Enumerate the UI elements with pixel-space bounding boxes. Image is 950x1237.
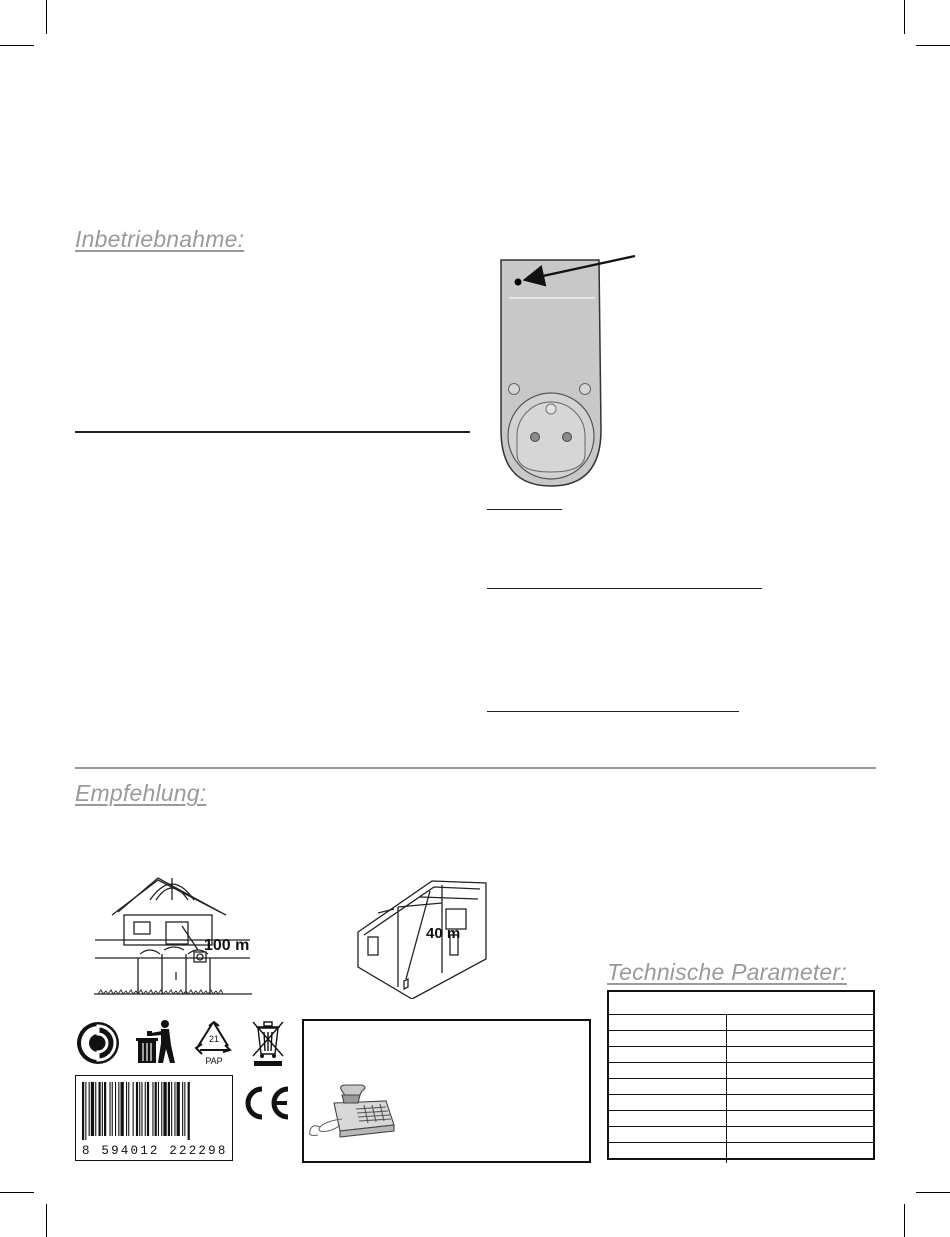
- crop-mark: [904, 1204, 905, 1237]
- table-row: [609, 1031, 873, 1047]
- technical-parameters-table: [607, 990, 875, 1160]
- recycling-label: PAP: [205, 1056, 223, 1066]
- telephone-icon: [306, 1081, 396, 1141]
- crop-mark: [916, 45, 950, 46]
- barcode-bar: [141, 1082, 142, 1136]
- ce-mark-icon: [242, 1085, 292, 1121]
- technical-parameters-heading: Technische Parameter:: [607, 959, 847, 985]
- barcode-bar: [174, 1082, 175, 1136]
- barcode-bar: [145, 1082, 146, 1136]
- barcode-bar: [89, 1082, 90, 1136]
- table-row: [609, 1143, 873, 1163]
- barcode-bar: [177, 1082, 180, 1136]
- crop-mark: [0, 1192, 34, 1193]
- barcode-bar: [104, 1082, 106, 1136]
- contact-info-box: [302, 1019, 591, 1163]
- barcode-bar: [128, 1082, 129, 1136]
- barcode-bars: [82, 1082, 228, 1140]
- text-underline: [487, 509, 562, 510]
- house-range-label: 100 m: [204, 937, 250, 954]
- table-row: [609, 1095, 873, 1111]
- table-row: [609, 1063, 873, 1079]
- section-divider: [75, 431, 470, 433]
- table-row: [609, 1047, 873, 1063]
- crop-mark: [916, 1192, 950, 1193]
- table-header-row: [609, 992, 873, 1015]
- barcode-bar: [115, 1082, 116, 1136]
- recycling-code: 21: [208, 1034, 220, 1044]
- barcode-bar: [126, 1082, 127, 1136]
- barcode-bar: [161, 1082, 162, 1136]
- barcode-bar: [158, 1082, 159, 1136]
- recycling-pap-icon: [192, 1020, 236, 1068]
- barcode-digits: 8 594012 222298: [82, 1144, 228, 1158]
- house-range-illustration: [90, 870, 255, 1002]
- section-divider: [75, 767, 876, 769]
- barcode-bar: [136, 1082, 138, 1136]
- barcode-bar: [91, 1082, 94, 1136]
- text-underline: [487, 588, 762, 589]
- crop-mark: [904, 0, 905, 34]
- barcode-bar: [139, 1082, 140, 1136]
- dispose-in-bin-icon: [135, 1019, 177, 1065]
- barcode-bar: [85, 1082, 86, 1140]
- barcode-bar: [182, 1082, 183, 1136]
- barcode-bar: [155, 1082, 157, 1136]
- building-range-illustration: [350, 877, 490, 999]
- barcode-bar: [168, 1082, 170, 1136]
- building-range-label: 40 m: [426, 925, 461, 942]
- socket-device-illustration: [495, 250, 645, 490]
- barcode-bar: [188, 1082, 190, 1140]
- green-dot-icon: [76, 1021, 120, 1065]
- crop-mark: [46, 0, 47, 34]
- barcode-bar: [121, 1082, 124, 1136]
- barcode: [75, 1075, 233, 1161]
- barcode-bar: [171, 1082, 172, 1136]
- weee-crossed-bin-icon: [250, 1018, 286, 1068]
- barcode-bar: [163, 1082, 166, 1136]
- barcode-bar: [133, 1082, 134, 1136]
- barcode-bar: [118, 1082, 119, 1136]
- barcode-bar: [110, 1082, 111, 1136]
- barcode-bar: [102, 1082, 103, 1136]
- table-row: [609, 1015, 873, 1031]
- table-row: [609, 1111, 873, 1127]
- recommendation-heading: Empfehlung:: [75, 780, 207, 806]
- table-row: [609, 1079, 873, 1095]
- crop-mark: [46, 1204, 47, 1237]
- barcode-bar: [147, 1082, 149, 1136]
- barcode-bar: [82, 1082, 84, 1140]
- commissioning-heading: Inbetriebnahme:: [75, 226, 245, 252]
- barcode-bar: [112, 1082, 113, 1136]
- barcode-bar: [99, 1082, 101, 1136]
- barcode-bar: [95, 1082, 96, 1136]
- text-underline: [487, 711, 739, 712]
- crop-mark: [0, 45, 34, 46]
- barcode-bar: [184, 1082, 185, 1136]
- barcode-bar: [152, 1082, 153, 1136]
- table-row: [609, 1127, 873, 1143]
